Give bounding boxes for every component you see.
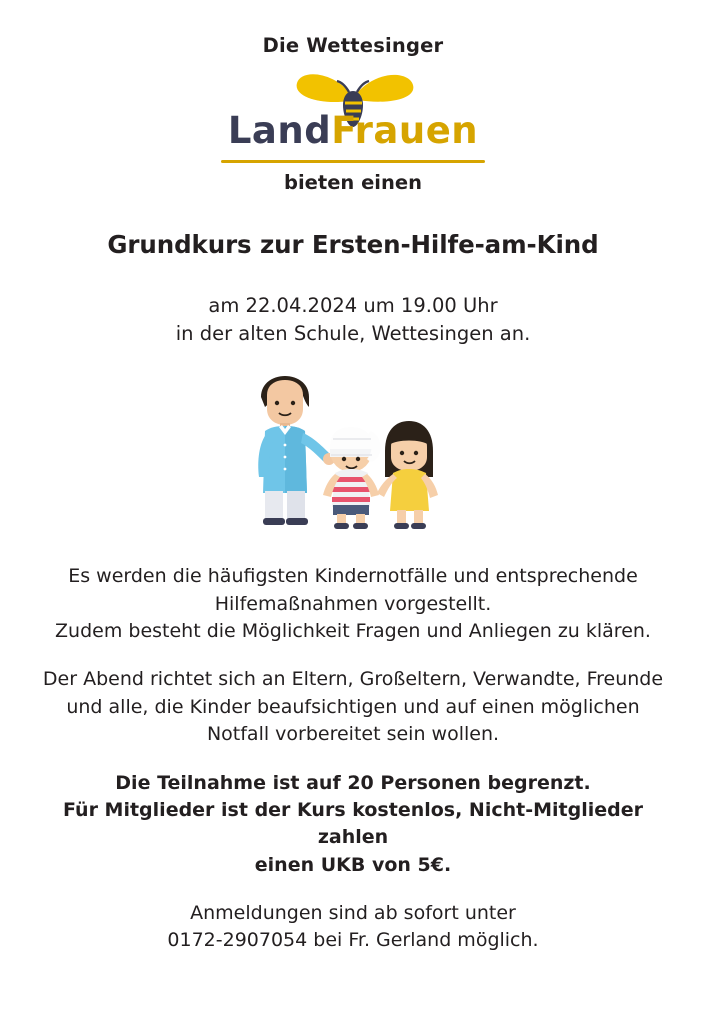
text-line: Hilfemaßnahmen vorgestellt. <box>214 592 492 615</box>
text-line: Zudem besteht die Möglichkeit Fragen und Anliegen zu klären. <box>55 620 651 643</box>
illustration-container <box>34 373 672 541</box>
text-line: Es werden die häufigsten Kindernotfälle und entsprechende <box>68 565 638 588</box>
flyer-body-text <box>34 563 672 954</box>
paragraph-participation-fees <box>34 770 672 879</box>
organisation-prefix: Die Wettesinger <box>262 34 444 57</box>
event-location: in der alten Schule, Wettesingen an. <box>175 321 531 345</box>
text-line: und alle, die Kinder beaufsichtigen und auf einen möglichen <box>66 695 640 718</box>
text-line: 0172-2907054 bei Fr. Gerland möglich. <box>167 929 539 952</box>
logo-underline <box>221 160 485 163</box>
course-title: Grundkurs zur Ersten-Hilfe-am-Kind <box>107 230 599 259</box>
event-details <box>34 292 672 347</box>
event-datetime: am 22.04.2024 um 19.00 Uhr <box>208 294 498 317</box>
logo-word-frauen: Frauen <box>331 109 479 152</box>
first-aid-family-illustration <box>243 373 463 537</box>
paragraph-course-content <box>34 563 672 645</box>
logo-wordmark <box>203 109 503 152</box>
landfrauen-logo <box>34 65 672 157</box>
text-line: Notfall vorbereitet sein wollen. <box>206 723 500 746</box>
text-line: einen UKB von 5€. <box>254 853 452 876</box>
text-line: Die Teilnahme ist auf 20 Personen begrenzt. <box>115 771 591 794</box>
paragraph-registration <box>34 900 672 955</box>
logo-word-land: Land <box>227 109 332 152</box>
paragraph-audience <box>34 666 672 748</box>
text-line: Der Abend richtet sich an Eltern, Großeltern, Verwandte, Freunde <box>42 668 664 691</box>
text-line: Für Mitglieder ist der Kurs kostenlos, Nicht-Mitglieder zahlen <box>63 798 643 849</box>
offer-lead-in: bieten einen <box>284 171 422 194</box>
text-line: Anmeldungen sind ab sofort unter <box>190 901 516 924</box>
